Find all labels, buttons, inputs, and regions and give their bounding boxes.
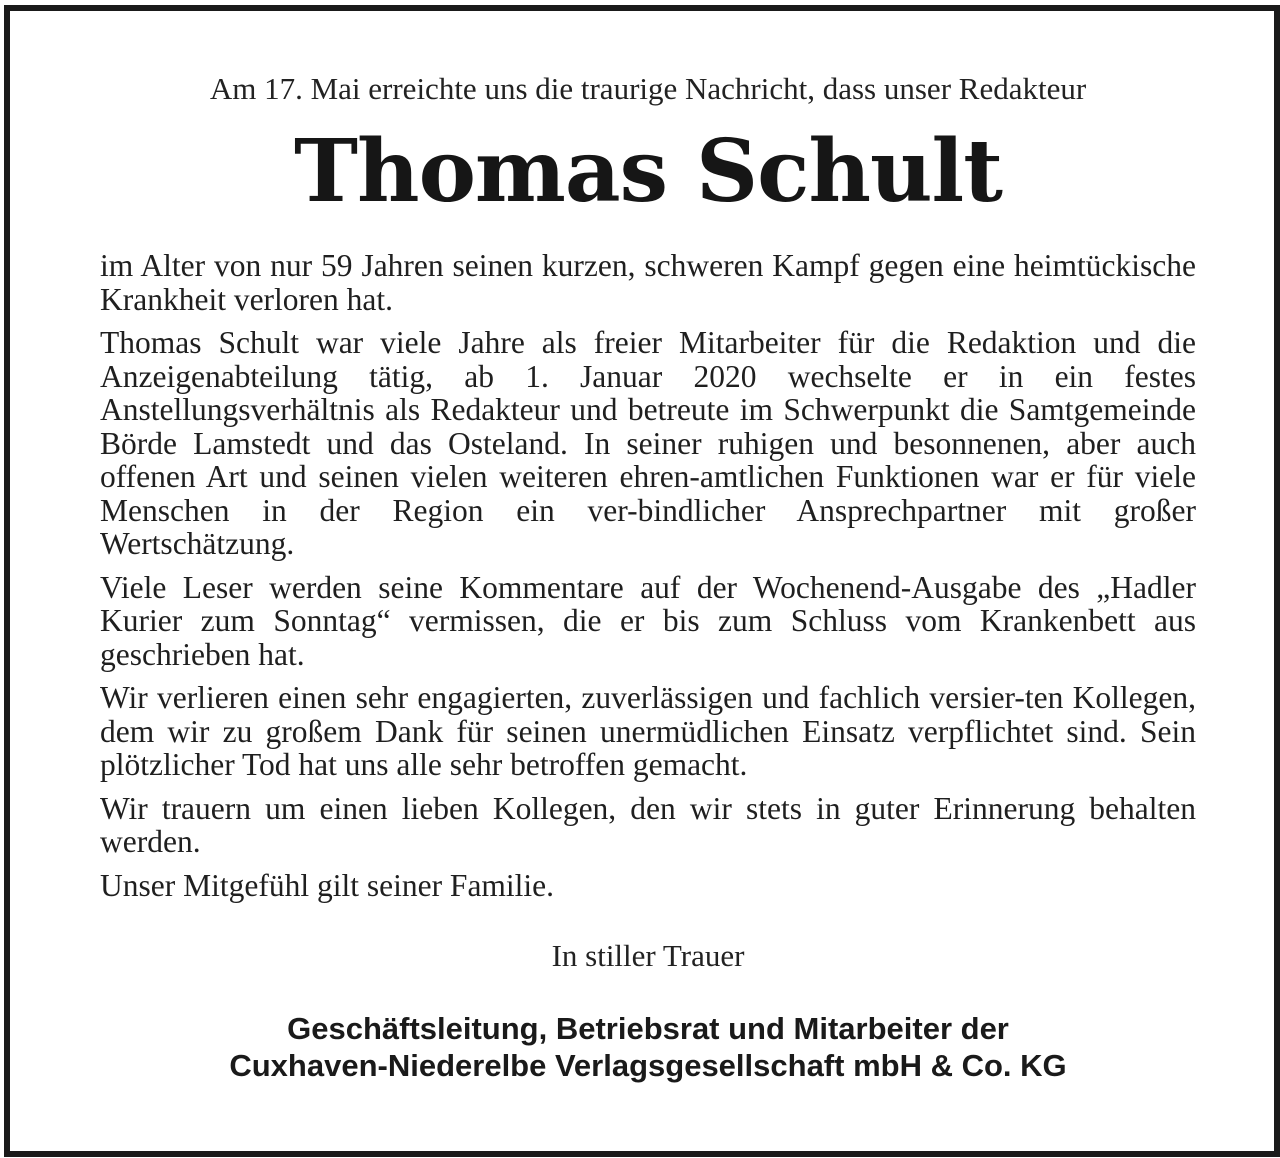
closing-line: In stiller Trauer [551, 938, 745, 973]
signature-block [100, 1010, 1196, 1084]
paragraph-age: im Alter von nur 59 Jahren seinen kurzen, schweren Kampf gegen eine heimtückische Krankheit verloren hat. [100, 248, 1196, 317]
signature-line-2: Cuxhaven-Niederelbe Verlagsgesellschaft mbH & Co. KG [229, 1048, 1067, 1083]
intro-line: Am 17. Mai erreichte uns die traurige Nachricht, dass unser Redakteur [209, 71, 1087, 106]
paragraph-gratitude: Wir verlieren einen sehr engagierten, zuverlässigen und fachlich versier-ten Kollegen, dem wir zu großem Dank für seinen unermüdlichen Einsatz verpflichtet sind. Sein plötzlicher Tod hat uns alle sehr betroffen gemacht. [100, 680, 1196, 782]
paragraph-career: Thomas Schult war viele Jahre als freier Mitarbeiter für die Redaktion und die Anzeigenabteilung tätig, ab 1. Januar 2020 wechselte er in ein festes Anstellungsverhältnis als Redakteur und betreute im Schwerpunkt die Samtgemeinde Börde Lamstedt und das Osteland. In seiner ruhigen und besonnenen, aber auch offenen Art und seinen vielen weiteren ehren-amtlichen Funktionen war er für viele Menschen in der Region ein ver-bindlicher Ansprechpartner mit großer Wertschätzung. [100, 325, 1196, 561]
obituary-notice-frame [4, 5, 1280, 1157]
paragraph-comments: Viele Leser werden seine Kommentare auf der Wochenend-Ausgabe des „Hadler Kurier zum Sonntag“ vermissen, die er bis zum Schluss vom Krankenbett aus geschrieben hat. [100, 569, 1196, 672]
deceased-name: Thomas Schult [294, 121, 1002, 222]
paragraph-memory: Wir trauern um einen lieben Kollegen, den wir stets in guter Erinnerung behalten werden. [100, 790, 1196, 859]
paragraph-condolence: Unser Mitgefühl gilt seiner Familie. [100, 867, 555, 903]
obituary-content [100, 69, 1196, 1084]
signature-line-1: Geschäftsleitung, Betriebsrat und Mitarbeiter der [287, 1011, 1009, 1046]
